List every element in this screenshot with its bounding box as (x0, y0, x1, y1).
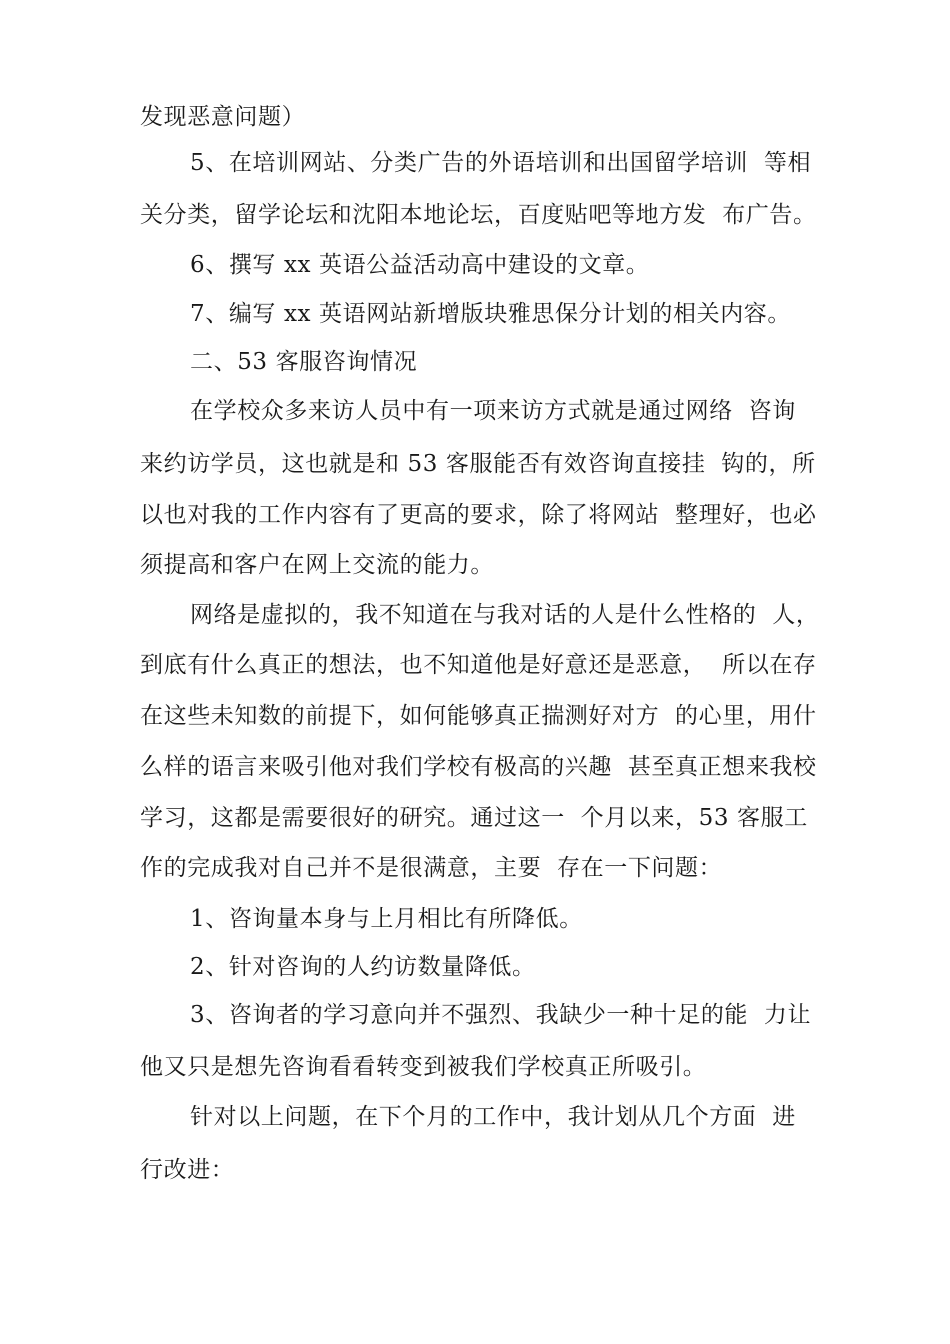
list-item: 1、咨询量本身与上月相比有所降低。 (190, 906, 583, 932)
text-line: 行改进： (140, 1157, 235, 1183)
text-line: 来约访学员，这也就是和 53 客服能否有效咨询直接挂 钩的，所 (140, 451, 816, 477)
text-line: 须提高和客户在网上交流的能力。 (140, 552, 494, 578)
text-line: 以也对我的工作内容有了更高的要求，除了将网站 整理好，也必 (140, 502, 817, 528)
list-item: 3、咨询者的学习意向并不强烈、我缺少一种十足的能 力让 (190, 1002, 812, 1028)
text-line: 针对以上问题，在下个月的工作中，我计划从几个方面 进 (190, 1104, 796, 1130)
text-line: 学习，这都是需要很好的研究。通过这一 个月以来，53 客服工 (140, 805, 808, 831)
text-line: 发现恶意问题） (140, 104, 306, 130)
text-line: 6、撰写 xx 英语公益活动高中建设的文章。 (190, 252, 650, 278)
text-line: 他又只是想先咨询看看转变到被我们学校真正所吸引。 (140, 1054, 707, 1080)
text-line: 网络是虚拟的，我不知道在与我对话的人是什么性格的 人， (190, 602, 820, 628)
section-heading: 二、53 客服咨询情况 (190, 349, 418, 375)
text-line: 么样的语言来吸引他对我们学校有极高的兴趣 甚至真正想来我校 (140, 754, 817, 780)
text-line: 在学校众多来访人员中有一项来访方式就是通过网络 咨询 (190, 398, 796, 424)
list-item: 2、针对咨询的人约访数量降低。 (190, 954, 536, 980)
text-line: 7、编写 xx 英语网站新增版块雅思保分计划的相关内容。 (190, 301, 791, 327)
text-line: 5、在培训网站、分类广告的外语培训和出国留学培训 等相 (190, 150, 812, 176)
text-line: 在这些未知数的前提下，如何能够真正揣测好对方 的心里，用什 (140, 703, 817, 729)
text-line: 到底有什么真正的想法，也不知道他是好意还是恶意， 所以在存 (140, 652, 817, 678)
text-line: 关分类，留学论坛和沈阳本地论坛，百度贴吧等地方发 布广告。 (140, 202, 817, 228)
text-line: 作的完成我对自己并不是很满意，主要 存在一下问题： (140, 855, 723, 881)
